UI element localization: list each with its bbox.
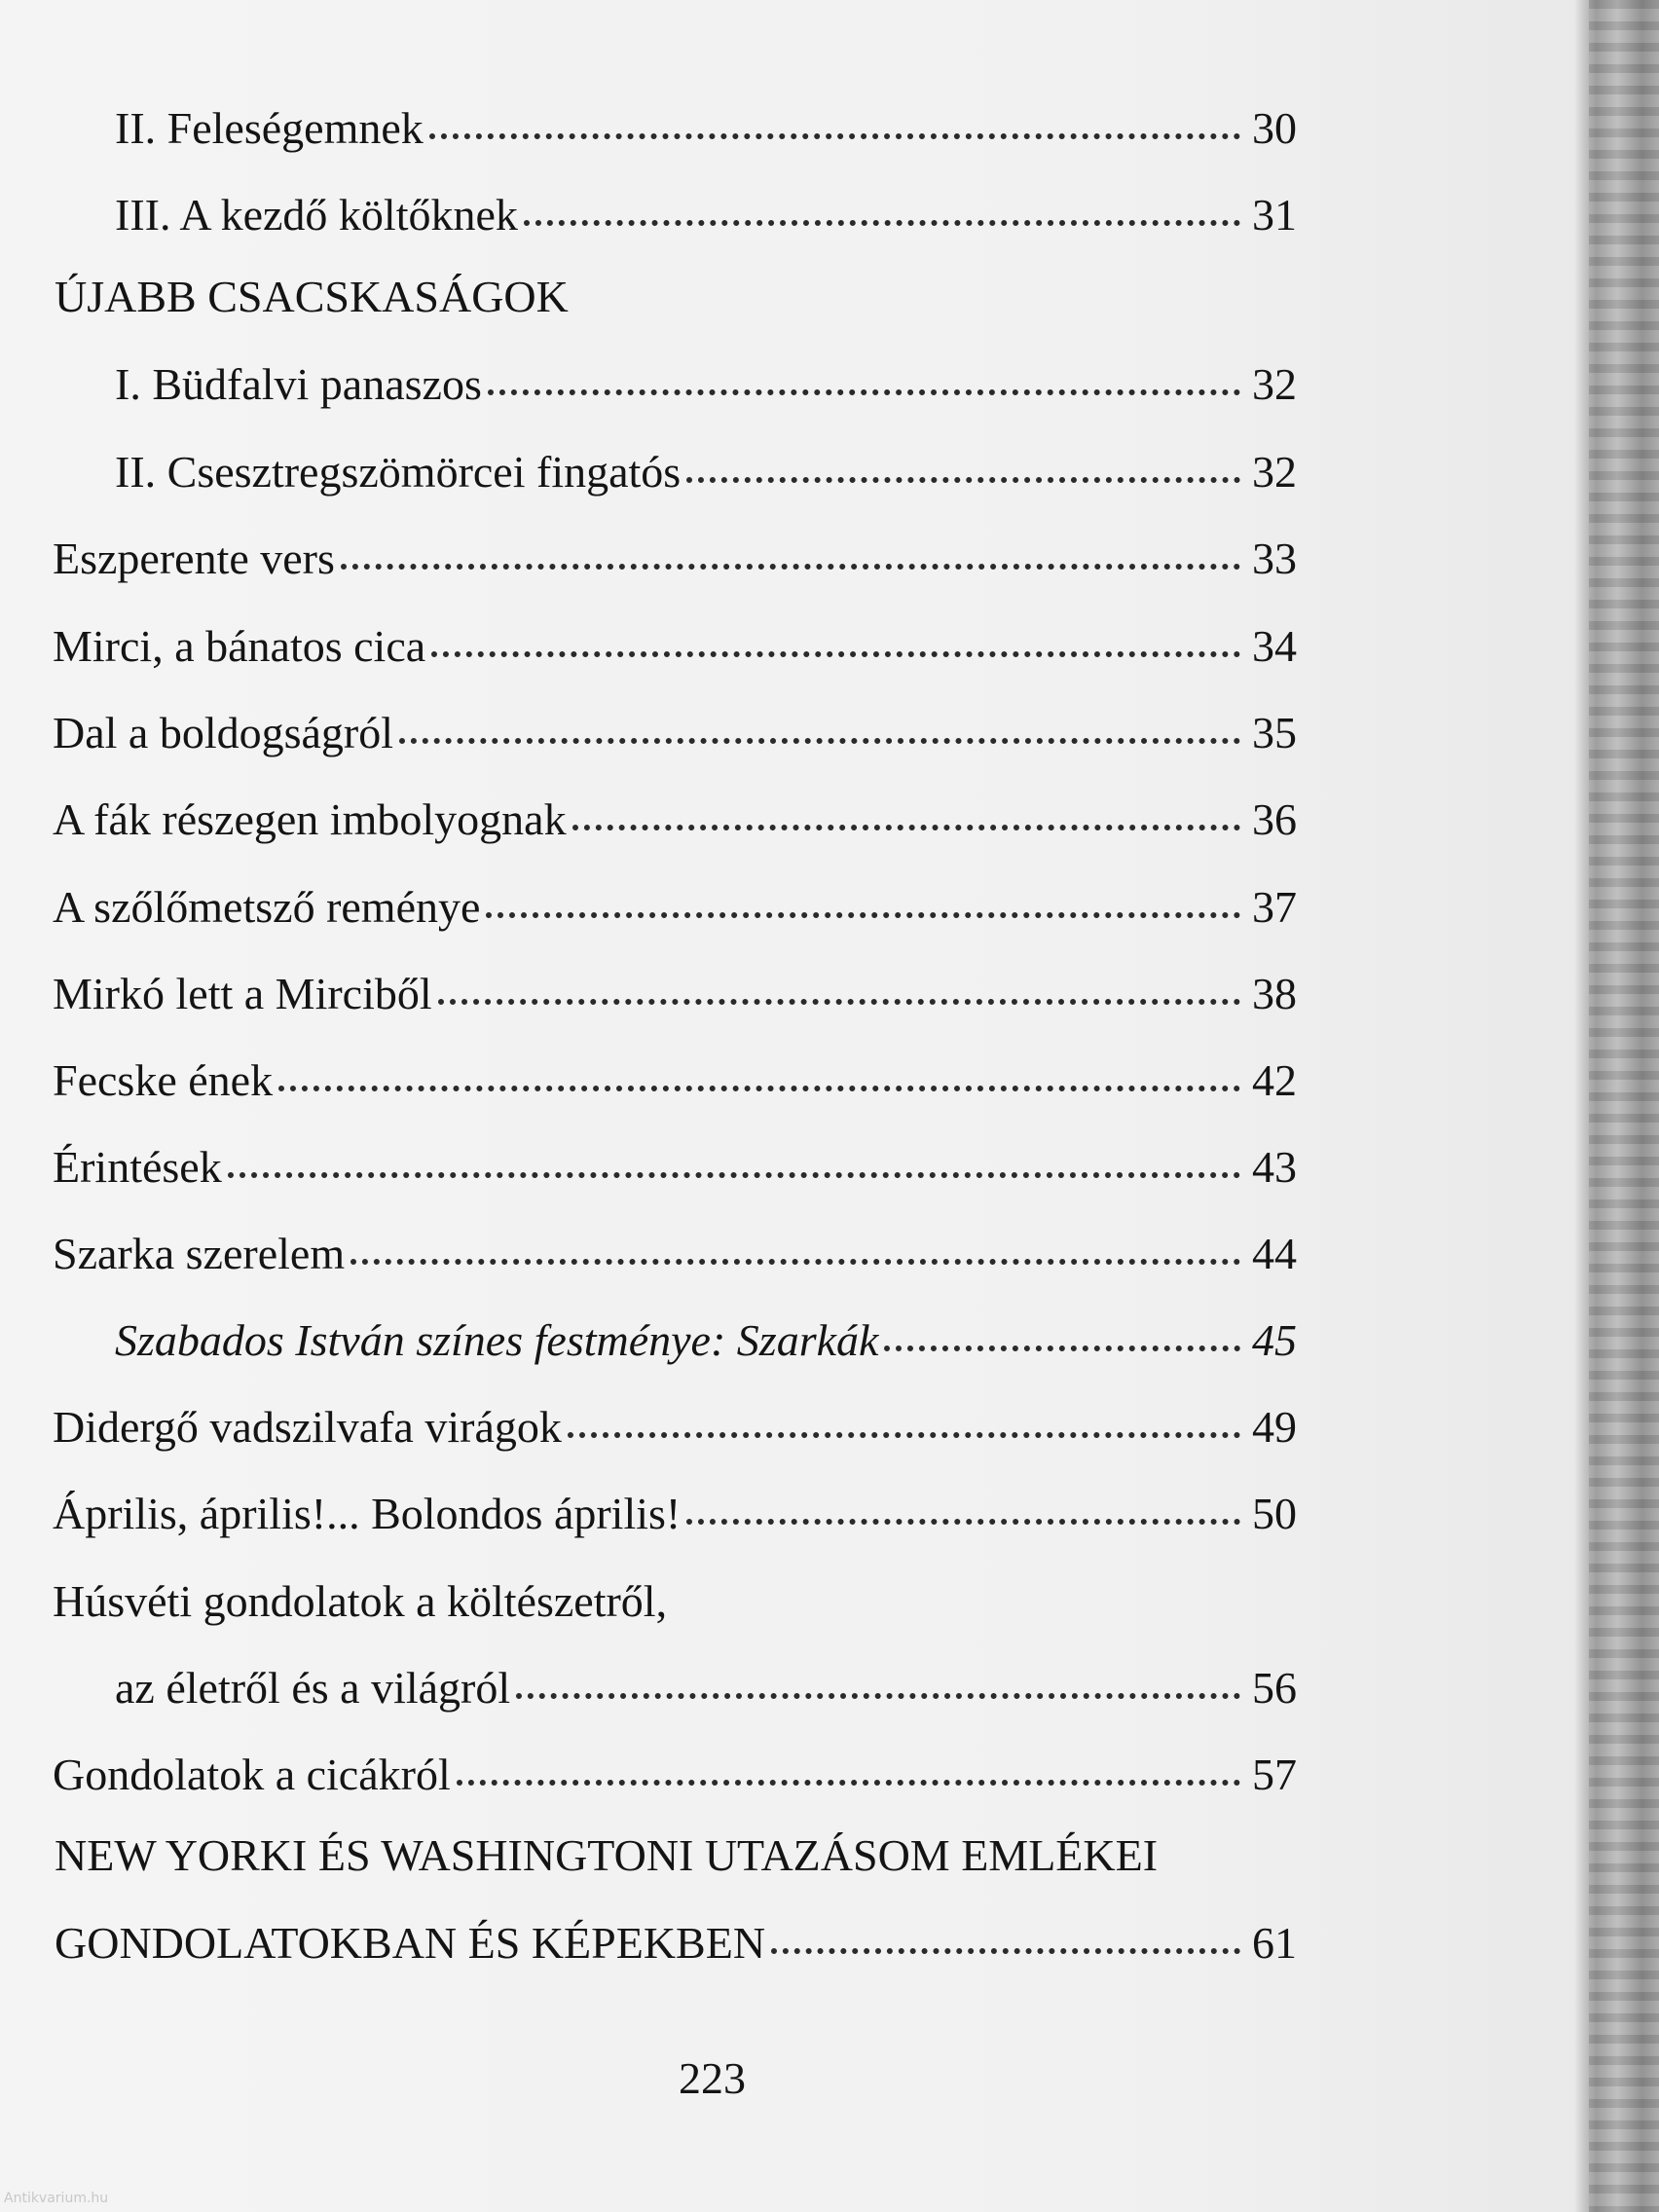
toc-entry-title: Gondolatok a cicákról [53,1750,451,1799]
dot-leader [429,133,1240,139]
toc-entry-page: 56 [1252,1663,1297,1713]
toc-entry [115,445,1297,499]
toc-entry-page: 37 [1252,882,1297,932]
toc-entry [53,967,1297,1021]
page-number: 223 [679,2053,746,2103]
toc-entry-page: 32 [1252,359,1297,409]
dot-leader [486,912,1240,918]
toc-entry [53,1140,1297,1195]
toc-entry-page: 49 [1252,1402,1297,1452]
toc-entry-page: 33 [1252,534,1297,583]
dot-leader [686,1519,1240,1525]
toc-entry-page: 36 [1252,794,1297,844]
toc-entry-title-first-line: Húsvéti gondolatok a költészetről, [53,1576,668,1626]
toc-entry-page: 57 [1252,1750,1297,1799]
toc-entry [53,619,1297,674]
toc-entry [115,357,1297,412]
toc-entry-title: II. Csesztregszömörcei fingatós [115,447,682,497]
dot-leader [771,1948,1240,1954]
toc-entry-page: 42 [1252,1055,1297,1105]
toc-entry-title: Dal a boldogságról [53,708,394,757]
toc-entry-page: 61 [1252,1918,1297,1968]
watermark-text: Antikvarium.hu [4,2191,109,2206]
toc-entry-title: II. Feleségemnek [115,103,424,153]
toc-entry [115,1661,1297,1715]
toc-entry-title: Eszperente vers [53,534,335,583]
dot-leader [686,477,1240,483]
toc-entry-page: 35 [1252,708,1297,757]
dot-leader [524,220,1240,226]
dot-leader [228,1172,1240,1178]
toc-entry [53,880,1297,935]
toc-entry-title: Mirci, a bánatos cica [53,621,426,671]
toc-entry [115,101,1297,156]
dot-leader [278,1086,1240,1091]
toc-entry-title: I. Büdfalvi panaszos [115,359,482,409]
toc-entry-title: GONDOLATOKBAN ÉS KÉPEKBEN [55,1918,766,1968]
toc-entry [53,1227,1297,1281]
dot-leader [457,1780,1240,1786]
toc-entry-title: Érintések [53,1142,222,1192]
dot-leader [341,564,1240,570]
toc-entry-page: 34 [1252,621,1297,671]
toc-entry [55,1916,1297,1971]
toc-entry-page: 43 [1252,1142,1297,1192]
toc-entry-title: az életről és a világról [115,1663,511,1713]
dot-leader [431,651,1240,657]
toc-section-heading: NEW YORKI ÉS WASHINGTONI UTAZÁSOM EMLÉKEI [55,1830,1159,1880]
toc-entry-title: Fecske ének [53,1055,274,1105]
dot-leader [884,1346,1240,1351]
toc-entry [53,1400,1297,1455]
dot-leader [572,825,1240,830]
toc-entry [53,532,1297,586]
toc-entry-title: A szőlőmetsző reménye [53,882,481,932]
toc-entry-page: 44 [1252,1229,1297,1278]
toc-entry-title: Mirkó lett a Mirciből [53,969,432,1018]
dot-leader [350,1259,1240,1265]
page-edge-shadow [1575,0,1659,2212]
toc-entry-page: 45 [1252,1315,1297,1365]
toc-entry-title: Április, április!... Bolondos április! [53,1489,682,1538]
toc-entry-title: A fák részegen imbolyognak [53,794,567,844]
toc-entry-title: Szabados István színes festménye: Szarkák [115,1315,879,1365]
toc-section-heading: ÚJABB CSACSKASÁGOK [55,272,569,321]
toc-entry [53,793,1297,847]
toc-entry [115,1313,1297,1368]
toc-entry [53,706,1297,760]
dot-leader [568,1432,1240,1438]
dot-leader [516,1693,1240,1699]
toc-entry-page: 38 [1252,969,1297,1018]
dot-leader [399,738,1240,744]
toc-entry-title: III. A kezdő költőknek [115,190,518,240]
toc-entry [53,1748,1297,1802]
dot-leader [488,389,1240,395]
toc-entry-page: 30 [1252,103,1297,153]
toc-entry [115,188,1297,242]
toc-entry [53,1487,1297,1541]
toc-entry [53,1053,1297,1108]
dot-leader [438,999,1240,1005]
toc-entry-page: 32 [1252,447,1297,497]
toc-entry-title: Didergő vadszilvafa virágok [53,1402,562,1452]
toc-entry-page: 31 [1252,190,1297,240]
toc-entry-title: Szarka szerelem [53,1229,346,1278]
toc-entry-page: 50 [1252,1489,1297,1538]
